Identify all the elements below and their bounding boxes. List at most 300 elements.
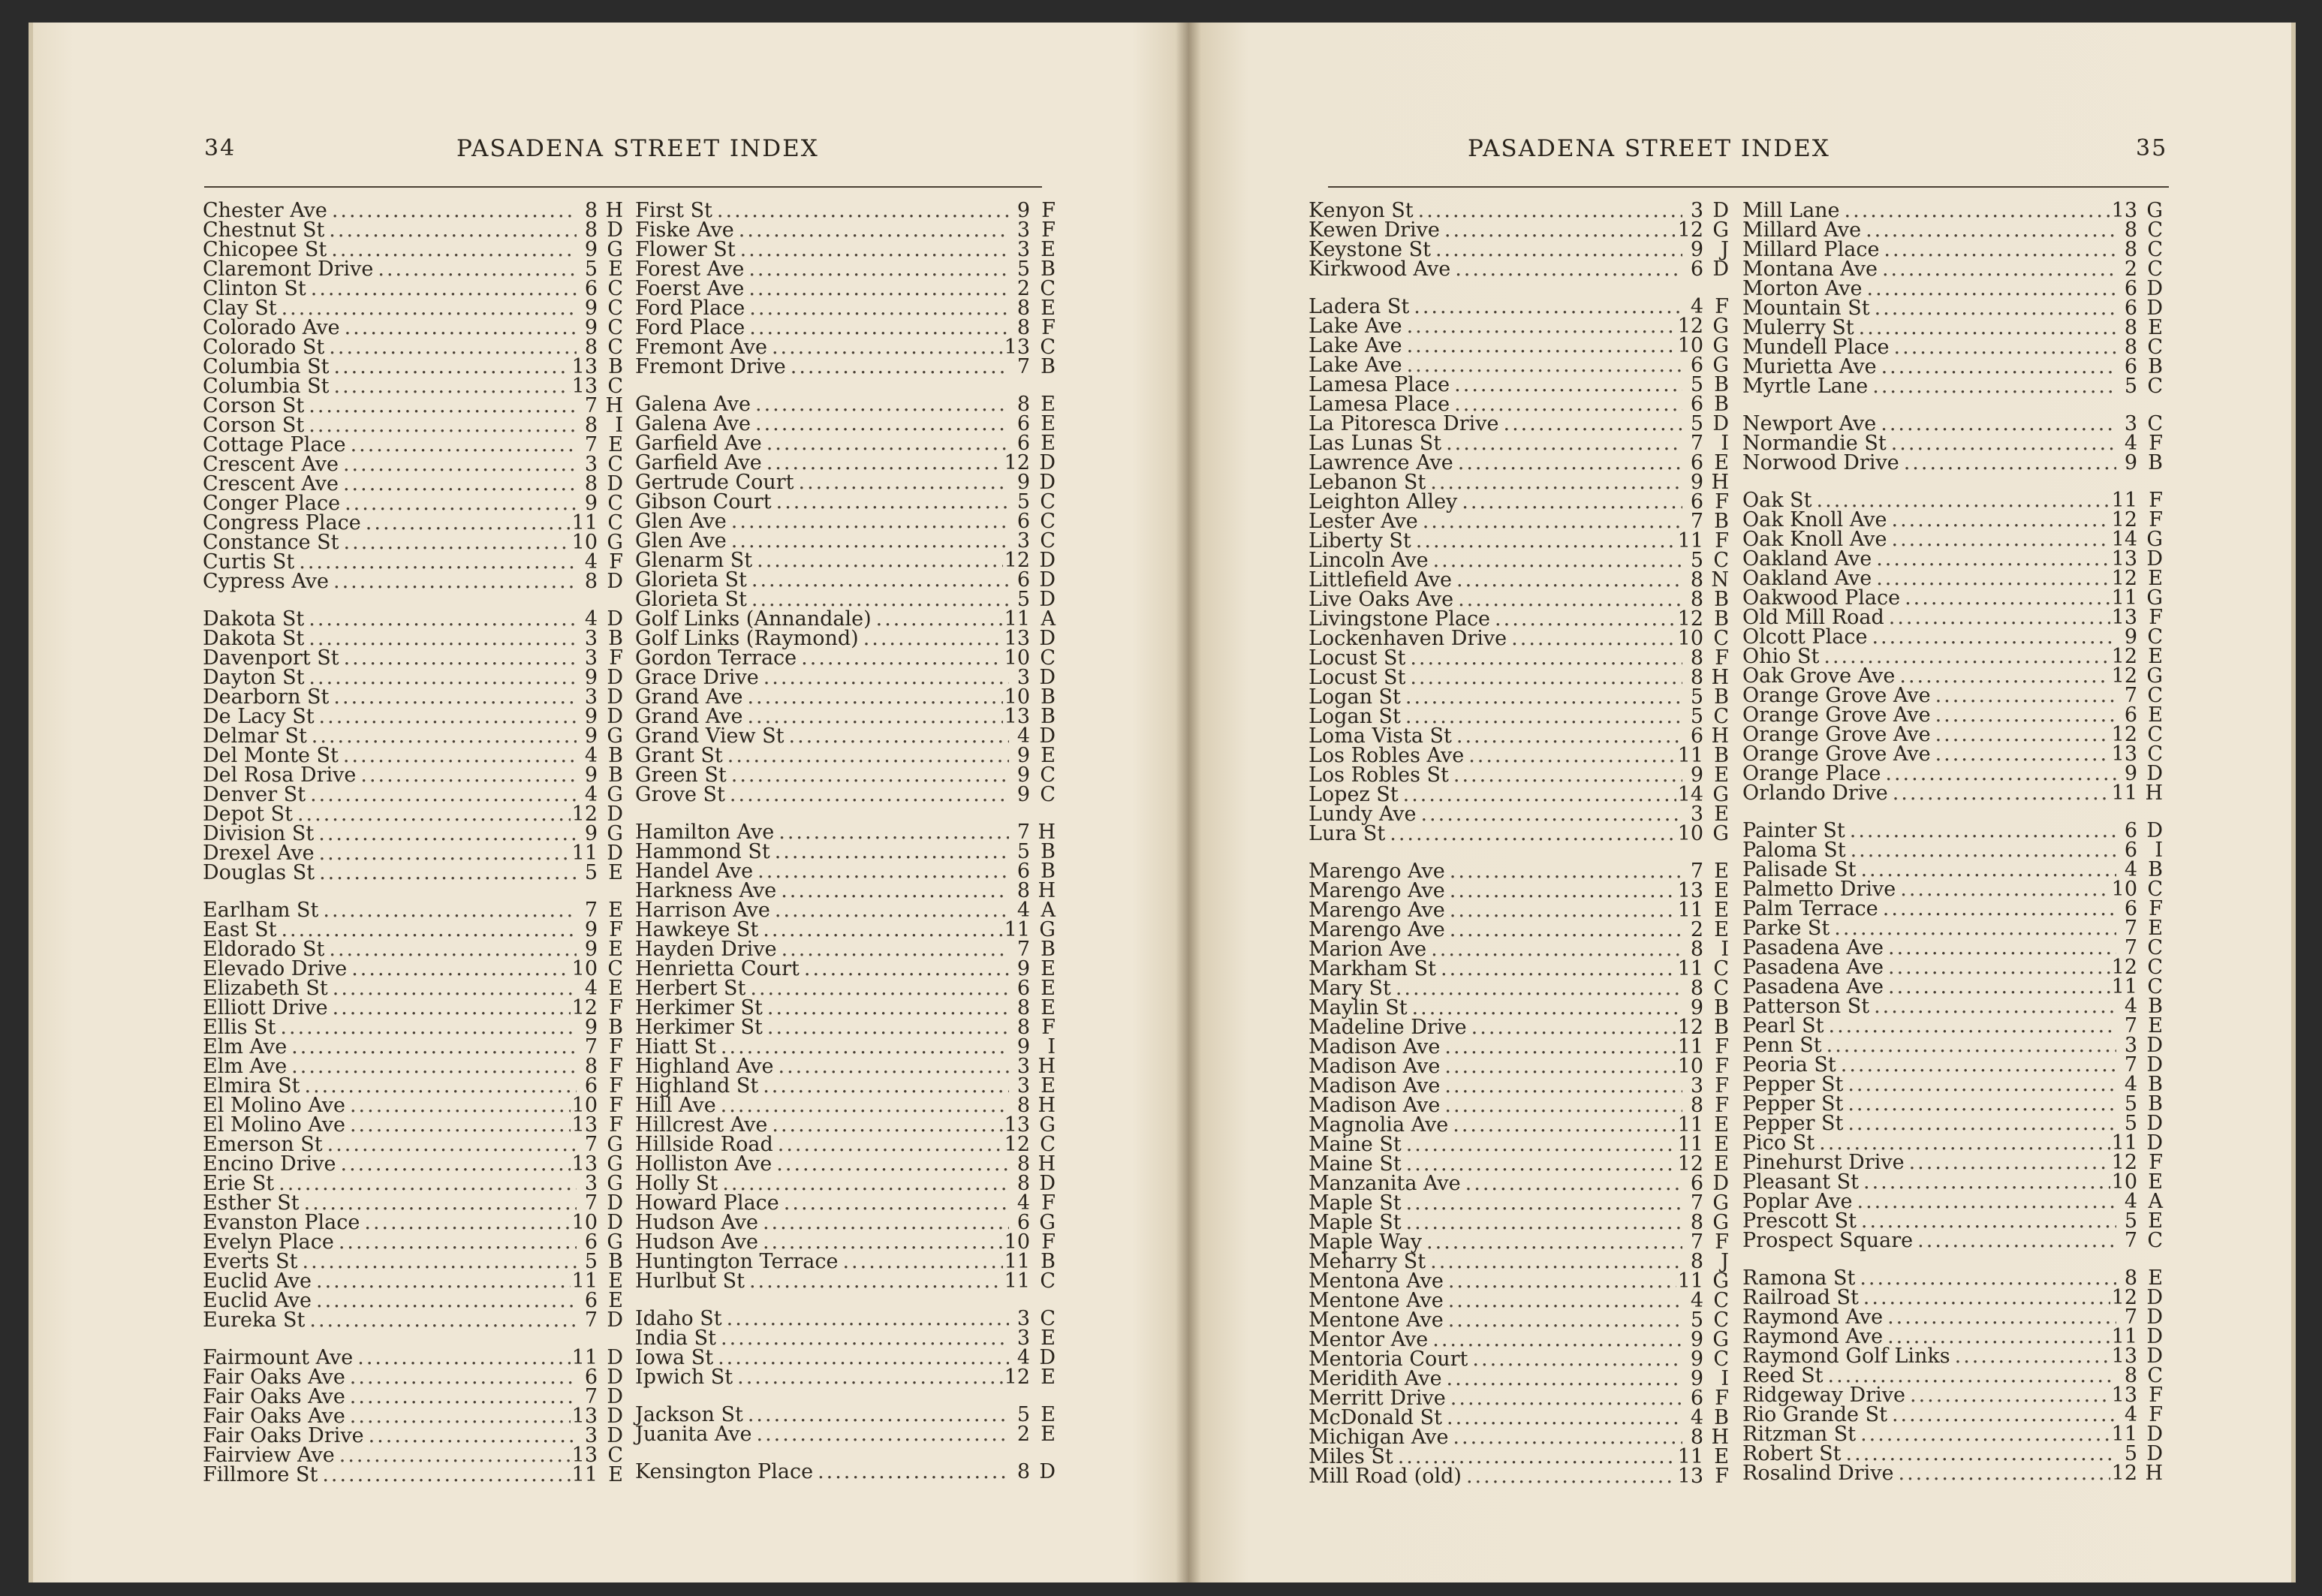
map-grid: F <box>609 996 623 1019</box>
street-name: Palm Terrace <box>1742 897 1878 920</box>
map-page: 7 <box>584 1035 598 1058</box>
map-grid: D <box>2146 277 2163 300</box>
street-name: Chester Ave <box>203 199 327 222</box>
map-grid: E <box>2148 1170 2163 1194</box>
index-entry <box>635 1425 1056 1444</box>
street-name: Lura St <box>1309 822 1386 845</box>
map-page: 11 <box>1677 1113 1703 1137</box>
map-grid: B <box>2148 858 2163 881</box>
map-page: 6 <box>1690 257 1703 281</box>
index-entry <box>635 1462 1056 1482</box>
map-page: 12 <box>2111 567 2137 590</box>
map-grid: J <box>1721 1250 1729 1273</box>
map-grid: H <box>1038 1152 1056 1176</box>
dot-leader <box>766 453 1003 473</box>
map-grid: G <box>2146 664 2163 688</box>
street-name: Livingstone Place <box>1309 607 1491 631</box>
map-page: 6 <box>2124 897 2137 920</box>
map-page: 9 <box>584 763 598 787</box>
dot-leader <box>1827 1036 2116 1055</box>
street-name: Cottage Place <box>203 433 346 456</box>
map-page: 13 <box>2111 199 2137 222</box>
street-name: Orange Place <box>1742 762 1881 785</box>
street-name: Lawrence Ave <box>1309 451 1453 474</box>
page-title: PASADENA STREET INDEX <box>456 135 819 162</box>
dot-leader <box>309 1311 577 1330</box>
map-page: 5 <box>1690 373 1703 396</box>
map-grid: G <box>607 1172 623 1195</box>
dot-leader <box>1448 1291 1682 1311</box>
map-page: 13 <box>1677 1465 1703 1488</box>
map-page: 6 <box>1690 1387 1703 1410</box>
street-name: Lincoln Ave <box>1309 549 1429 572</box>
map-page: 11 <box>1004 607 1030 631</box>
dot-leader <box>1458 453 1682 473</box>
dot-leader <box>1453 1116 1676 1135</box>
dot-leader <box>863 629 1003 649</box>
dot-leader <box>772 1116 1002 1135</box>
dot-leader <box>1955 1347 2110 1366</box>
map-page: 13 <box>571 1444 598 1467</box>
street-name: Harrison Ave <box>635 899 770 922</box>
dot-leader <box>1935 745 2110 764</box>
dot-leader <box>360 766 577 785</box>
map-page: 8 <box>2124 218 2137 242</box>
map-grid: B <box>1714 607 1729 631</box>
map-grid: C <box>607 297 623 320</box>
dot-leader <box>750 979 1009 998</box>
map-page: 8 <box>2124 336 2137 359</box>
street-name: Old Mill Road <box>1742 606 1884 629</box>
dot-leader <box>1935 725 2110 745</box>
map-grid: G <box>2146 528 2163 551</box>
map-page: 3 <box>1016 1074 1030 1098</box>
dot-leader <box>1860 860 2116 880</box>
dot-leader <box>1407 336 1676 356</box>
right-page-header <box>1328 135 2229 180</box>
street-name: Davenport St <box>203 646 339 670</box>
street-name: Pasadena Ave <box>1742 936 1884 959</box>
map-grid: E <box>1714 879 1729 902</box>
map-grid: C <box>2147 723 2163 746</box>
dot-leader <box>1866 221 2116 240</box>
map-page: 8 <box>1016 297 1030 320</box>
street-name: Forest Ave <box>635 257 745 281</box>
map-page: 9 <box>1690 471 1703 494</box>
map-page: 6 <box>1690 724 1703 748</box>
street-name: Encino Drive <box>203 1152 336 1176</box>
street-name: Grace Drive <box>635 666 759 689</box>
map-grid: E <box>1041 996 1056 1019</box>
map-page: 9 <box>584 918 598 941</box>
map-grid: C <box>2147 742 2163 766</box>
map-page: 12 <box>2111 1151 2137 1174</box>
map-page: 6 <box>584 1289 598 1312</box>
street-name: Locust St <box>1309 646 1406 670</box>
dot-leader <box>1471 1018 1676 1037</box>
dot-leader <box>731 766 1009 785</box>
dot-leader <box>1863 1173 2110 1192</box>
dot-leader <box>1872 377 2116 396</box>
map-page: 13 <box>571 1113 598 1137</box>
map-grid: D <box>2146 1345 2163 1368</box>
map-grid: I <box>1721 1367 1729 1390</box>
map-grid: G <box>2146 586 2163 610</box>
map-grid: D <box>1039 1460 1056 1483</box>
dot-leader <box>749 318 1009 338</box>
dot-leader <box>763 668 1009 688</box>
street-name: Ellis St <box>203 1016 276 1039</box>
dot-leader <box>333 688 577 707</box>
dot-leader <box>755 395 1009 414</box>
map-page: 12 <box>2111 1286 2137 1309</box>
map-page: 11 <box>2111 781 2137 805</box>
street-name: Fair Oaks Ave <box>203 1366 345 1389</box>
street-name: Hiatt St <box>635 1035 716 1058</box>
map-grid: F <box>2149 1151 2163 1174</box>
map-page: 3 <box>2124 412 2137 435</box>
map-grid: D <box>1039 1346 1056 1369</box>
dot-leader <box>279 1174 577 1194</box>
dot-leader <box>323 901 577 920</box>
street-name: Idaho St <box>635 1307 722 1330</box>
dot-leader <box>291 1037 577 1057</box>
dot-leader <box>1450 1389 1682 1408</box>
map-grid: F <box>609 1074 623 1098</box>
dot-leader <box>1458 590 1682 610</box>
map-page: 2 <box>1690 918 1703 941</box>
map-page: 7 <box>1690 1191 1703 1215</box>
map-grid: G <box>607 822 623 845</box>
dot-leader <box>309 668 577 688</box>
map-page: 11 <box>1677 1445 1703 1468</box>
street-name: Lake Ave <box>1309 315 1402 338</box>
map-page: 8 <box>2124 1266 2137 1290</box>
dot-leader <box>319 863 577 883</box>
map-page: 9 <box>584 316 598 339</box>
map-grid: D <box>607 607 623 631</box>
map-grid: G <box>607 724 623 748</box>
street-name: Herkimer St <box>635 996 763 1019</box>
street-name: Newport Ave <box>1742 412 1877 435</box>
map-page: 10 <box>1677 334 1703 357</box>
map-page: 12 <box>1677 218 1703 242</box>
dot-leader <box>1435 240 1682 260</box>
street-name: Grant St <box>635 744 723 767</box>
dot-leader <box>369 1426 577 1446</box>
dot-leader <box>1859 318 2116 338</box>
map-page: 8 <box>1690 977 1703 1000</box>
map-grid: C <box>2147 218 2163 242</box>
map-page: 12 <box>1004 1366 1030 1389</box>
map-page: 13 <box>2111 1384 2137 1407</box>
street-name: Mountain St <box>1742 297 1870 320</box>
street-name: Lamesa Place <box>1309 393 1450 416</box>
street-name: Esther St <box>203 1191 300 1215</box>
street-name: Hammond St <box>635 840 770 863</box>
dot-leader <box>1841 1055 2116 1075</box>
map-page: 4 <box>1016 1346 1030 1369</box>
map-page: 4 <box>2124 1190 2137 1213</box>
map-page: 5 <box>1690 1308 1703 1332</box>
street-name: Clinton St <box>203 277 306 300</box>
map-page: 4 <box>584 550 598 574</box>
map-page: 13 <box>2111 606 2137 629</box>
map-page: 9 <box>584 822 598 845</box>
dot-leader <box>1885 764 2116 784</box>
dot-leader <box>1448 1311 1682 1330</box>
map-grid: H <box>605 394 623 417</box>
street-name: Kirkwood Ave <box>1309 257 1451 281</box>
street-name: Grand Ave <box>635 685 743 709</box>
map-grid: C <box>607 453 623 476</box>
map-page: 14 <box>1677 783 1703 806</box>
dot-leader <box>1426 1233 1682 1252</box>
map-grid: C <box>607 492 623 515</box>
street-name: Raymond Ave <box>1742 1305 1884 1329</box>
map-grid: D <box>607 218 623 242</box>
street-name: Oak Grove Ave <box>1742 664 1896 688</box>
street-name: Cypress Ave <box>203 570 330 593</box>
street-name: Madison Ave <box>1309 1074 1441 1098</box>
street-name: Oak St <box>1742 489 1812 512</box>
street-name: Corson St <box>203 394 305 417</box>
street-name: Keystone St <box>1309 238 1431 261</box>
street-name: Eureka St <box>203 1308 306 1332</box>
map-grid: C <box>1040 1307 1056 1330</box>
street-name: Hayden Drive <box>635 938 777 961</box>
dot-leader <box>1882 260 2116 279</box>
map-grid: C <box>2147 684 2163 707</box>
map-grid: F <box>2149 1403 2163 1426</box>
street-name: Fairmount Ave <box>203 1346 354 1369</box>
street-name: Dakota St <box>203 627 305 650</box>
street-name: Glorieta St <box>635 568 747 592</box>
dot-leader <box>1444 221 1676 240</box>
street-name: Markham St <box>1309 957 1437 980</box>
street-name: Pepper St <box>1742 1112 1844 1135</box>
street-name: El Molino Ave <box>203 1113 345 1137</box>
dot-leader <box>1456 727 1682 746</box>
map-grid: B <box>2148 355 2163 378</box>
dot-leader <box>730 785 1009 805</box>
dot-leader <box>776 1155 1009 1174</box>
street-name: Railroad St <box>1742 1286 1859 1309</box>
dot-leader <box>327 1135 577 1155</box>
dot-leader <box>1857 1192 2116 1212</box>
map-grid: E <box>608 257 623 281</box>
map-page: 4 <box>584 744 598 767</box>
dot-leader <box>731 531 1009 551</box>
street-name: Lockenhaven Drive <box>1309 627 1507 650</box>
map-grid: E <box>608 1269 623 1293</box>
dot-leader <box>1909 1153 2110 1173</box>
map-grid: F <box>2149 508 2163 531</box>
map-page: 13 <box>1004 705 1030 728</box>
map-grid: F <box>1715 1035 1729 1058</box>
street-name: Hamilton Ave <box>635 821 775 844</box>
dot-leader <box>1881 414 2116 434</box>
map-page: 3 <box>584 1424 598 1447</box>
map-page: 4 <box>2124 995 2137 1018</box>
map-grid: E <box>1714 918 1729 941</box>
map-grid: C <box>607 336 623 359</box>
map-grid: E <box>2148 1266 2163 1290</box>
dot-leader <box>772 338 1003 357</box>
dot-leader <box>1456 571 1682 590</box>
street-name: Madison Ave <box>1309 1035 1441 1058</box>
map-page: 11 <box>1004 918 1030 941</box>
map-page: 2 <box>2124 257 2137 281</box>
index-column <box>203 201 623 1485</box>
map-page: 5 <box>1016 840 1030 863</box>
map-page: 5 <box>1016 490 1030 513</box>
index-entry <box>1309 257 1729 281</box>
map-grid: G <box>1039 1211 1056 1234</box>
street-name: Glen Ave <box>635 529 727 553</box>
dot-leader <box>1454 375 1682 395</box>
map-page: 9 <box>1016 783 1030 806</box>
street-name: Hillcrest Ave <box>635 1113 768 1137</box>
map-page: 10 <box>1004 685 1030 709</box>
map-grid: B <box>608 744 623 767</box>
map-grid: D <box>2146 1442 2163 1465</box>
map-page: 5 <box>1690 705 1703 728</box>
street-name: Depot St <box>203 803 293 826</box>
map-grid: C <box>1040 1269 1056 1293</box>
map-grid: H <box>1038 821 1056 844</box>
map-grid: B <box>1041 1250 1056 1273</box>
map-page: 11 <box>2111 1423 2137 1446</box>
street-name: Live Oaks Ave <box>1309 588 1454 611</box>
map-grid: D <box>2146 1034 2163 1057</box>
map-page: 10 <box>571 957 598 980</box>
street-name: Galena Ave <box>635 393 751 416</box>
map-page: 5 <box>2124 1442 2137 1465</box>
street-name: El Molino Ave <box>203 1094 345 1117</box>
street-name: Fremont Ave <box>635 336 767 359</box>
map-grid: E <box>1041 1423 1056 1446</box>
map-page: 11 <box>2111 1325 2137 1348</box>
dot-leader <box>343 746 577 766</box>
map-page: 12 <box>2111 664 2137 688</box>
map-grid: N <box>1711 568 1729 592</box>
street-name: Gordon Terrace <box>635 646 797 670</box>
dot-leader <box>751 571 1009 590</box>
dot-leader <box>1892 1405 2116 1425</box>
map-grid: D <box>607 1405 623 1428</box>
index-entry <box>203 863 623 883</box>
dot-leader <box>1432 1330 1682 1350</box>
map-page: 8 <box>584 1055 598 1078</box>
dot-leader <box>297 805 571 824</box>
map-page: 4 <box>2124 1403 2137 1426</box>
map-page: 8 <box>2124 238 2137 261</box>
map-grid: E <box>608 1289 623 1312</box>
map-page: 4 <box>1690 295 1703 318</box>
map-grid: E <box>608 938 623 961</box>
map-grid: I <box>1047 1035 1056 1058</box>
street-name: Mill Road (old) <box>1309 1465 1462 1488</box>
map-grid: H <box>1711 724 1729 748</box>
street-name: Foerst Ave <box>635 277 745 300</box>
street-name: Palmetto Drive <box>1742 878 1896 901</box>
street-name: Henrietta Court <box>635 957 800 980</box>
map-page: 10 <box>1004 646 1030 670</box>
street-name: Huntington Terrace <box>635 1250 839 1273</box>
street-name: Orange Grove Ave <box>1742 684 1931 707</box>
map-page: 6 <box>1016 412 1030 435</box>
dot-leader <box>757 862 1009 881</box>
map-page: 8 <box>1690 568 1703 592</box>
street-name: Del Rosa Drive <box>203 763 357 787</box>
street-name: Glorieta St <box>635 588 747 611</box>
street-name: Lamesa Place <box>1309 373 1450 396</box>
map-page: 7 <box>1016 821 1030 844</box>
street-name: Oakland Ave <box>1742 547 1872 571</box>
street-name: Orlando Drive <box>1742 781 1888 805</box>
street-name: Howard Place <box>635 1191 779 1215</box>
map-page: 11 <box>571 511 598 535</box>
dot-leader <box>755 414 1009 434</box>
dot-leader <box>350 1096 571 1116</box>
dot-leader <box>1888 958 2110 977</box>
dot-leader <box>1406 1213 1682 1233</box>
street-name: Euclid Ave <box>203 1289 312 1312</box>
street-name: Montana Ave <box>1742 257 1878 281</box>
dot-leader <box>322 1465 570 1485</box>
dot-leader <box>763 1213 1009 1233</box>
map-grid: C <box>1713 549 1729 572</box>
map-grid: D <box>1039 451 1056 474</box>
map-grid: B <box>1714 510 1729 533</box>
map-grid: G <box>1712 822 1729 845</box>
map-grid: B <box>1714 373 1729 396</box>
map-grid: D <box>607 803 623 826</box>
map-grid: C <box>2147 336 2163 359</box>
dot-leader <box>1410 668 1682 688</box>
street-name: Everts St <box>203 1250 298 1273</box>
map-page: 5 <box>1690 549 1703 572</box>
map-page: 8 <box>2124 1364 2137 1387</box>
map-grid: C <box>1040 646 1056 670</box>
map-grid: H <box>1038 1055 1056 1078</box>
map-page: 6 <box>584 1366 598 1389</box>
map-grid: C <box>1713 627 1729 650</box>
map-page: 9 <box>1690 763 1703 787</box>
dot-leader <box>1466 1467 1676 1486</box>
dot-leader <box>779 823 1009 842</box>
street-name: Magnolia Ave <box>1309 1113 1449 1137</box>
map-page: 9 <box>1016 744 1030 767</box>
map-page: 11 <box>1004 1269 1030 1293</box>
map-grid: E <box>1041 1074 1056 1098</box>
street-name: Maine St <box>1309 1133 1402 1156</box>
dot-leader <box>316 1291 577 1311</box>
street-name: Claremont Drive <box>203 257 374 281</box>
dot-leader <box>804 959 1009 979</box>
map-grid: F <box>609 1035 623 1058</box>
map-page: 5 <box>584 861 598 884</box>
index-entry <box>635 1269 1056 1293</box>
map-grid: G <box>1712 1191 1729 1215</box>
map-grid: F <box>1041 218 1056 242</box>
street-name: Conger Place <box>203 492 341 515</box>
map-grid: F <box>609 550 623 574</box>
street-name: India St <box>635 1326 716 1350</box>
book-gutter <box>1176 23 1201 1582</box>
dot-leader <box>1887 1308 2116 1327</box>
